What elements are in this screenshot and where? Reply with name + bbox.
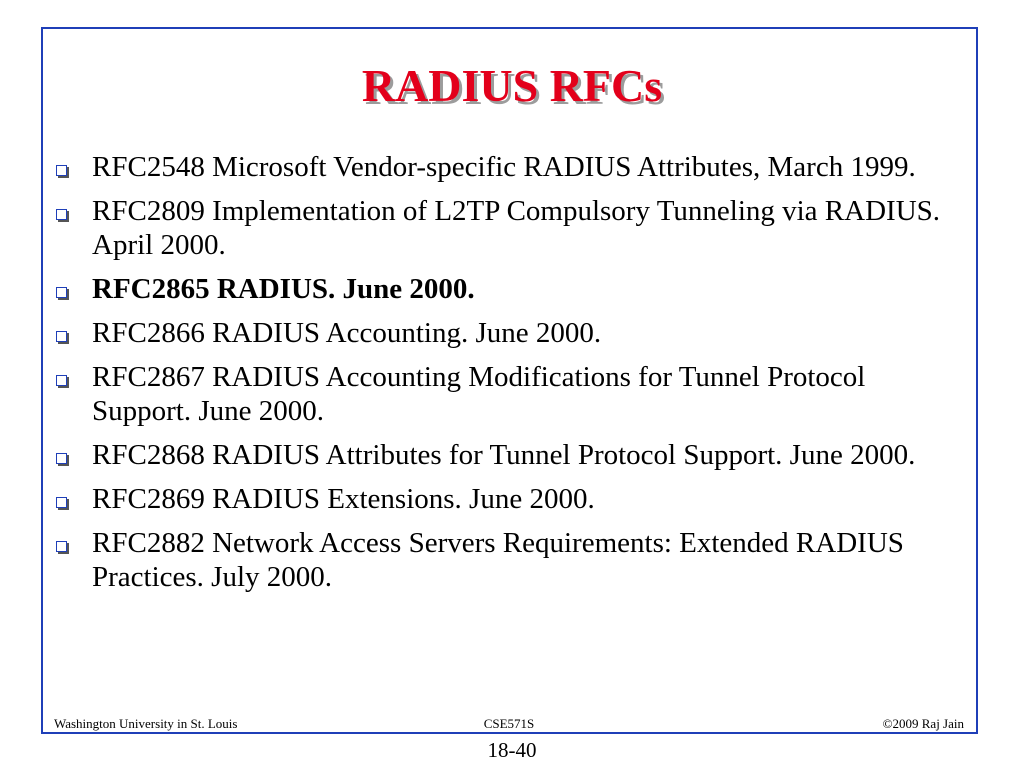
bullet-text: RFC2865 RADIUS. June 2000. — [92, 273, 475, 305]
bullet-list — [56, 150, 956, 604]
bullet-text: RFC2809 Implementation of L2TP Compulsory Tunneling via RADIUS. April 2000. — [92, 195, 941, 261]
footer-course: CSE571S — [483, 716, 535, 731]
footer-copyright: ©2009 Raj Jain — [882, 716, 964, 731]
bullet-text: RFC2866 RADIUS Accounting. June 2000. — [92, 317, 602, 349]
bullet-text: RFC2868 RADIUS Attributes for Tunnel Protocol Support. June 2000. — [92, 439, 916, 471]
hollow-square-bullet-icon — [56, 453, 67, 464]
bullet-item — [56, 360, 956, 428]
bullet-item — [56, 438, 956, 472]
bullet-item — [56, 316, 956, 350]
page-number: 18-40 — [487, 738, 537, 762]
bullet-item — [56, 526, 956, 594]
bullet-item — [56, 194, 956, 262]
hollow-square-bullet-icon — [56, 375, 67, 386]
footer-institution: Washington University in St. Louis — [54, 716, 238, 731]
bullet-item — [56, 272, 956, 306]
bullet-item — [56, 482, 956, 516]
hollow-square-bullet-icon — [56, 165, 67, 176]
hollow-square-bullet-icon — [56, 287, 67, 298]
bullet-text: RFC2869 RADIUS Extensions. June 2000. — [92, 483, 595, 515]
hollow-square-bullet-icon — [56, 331, 67, 342]
hollow-square-bullet-icon — [56, 497, 67, 508]
bullet-item — [56, 150, 956, 184]
hollow-square-bullet-icon — [56, 541, 67, 552]
slide-title: RADIUS RFCs — [361, 60, 663, 111]
hollow-square-bullet-icon — [56, 209, 67, 220]
bullet-text: RFC2882 Network Access Servers Requirements: Extended RADIUS Practices. July 2000. — [92, 527, 904, 593]
bullet-text: RFC2548 Microsoft Vendor-specific RADIUS Attributes, March 1999. — [92, 151, 916, 183]
bullet-text: RFC2867 RADIUS Accounting Modifications for Tunnel Protocol Support. June 2000. — [92, 361, 866, 427]
